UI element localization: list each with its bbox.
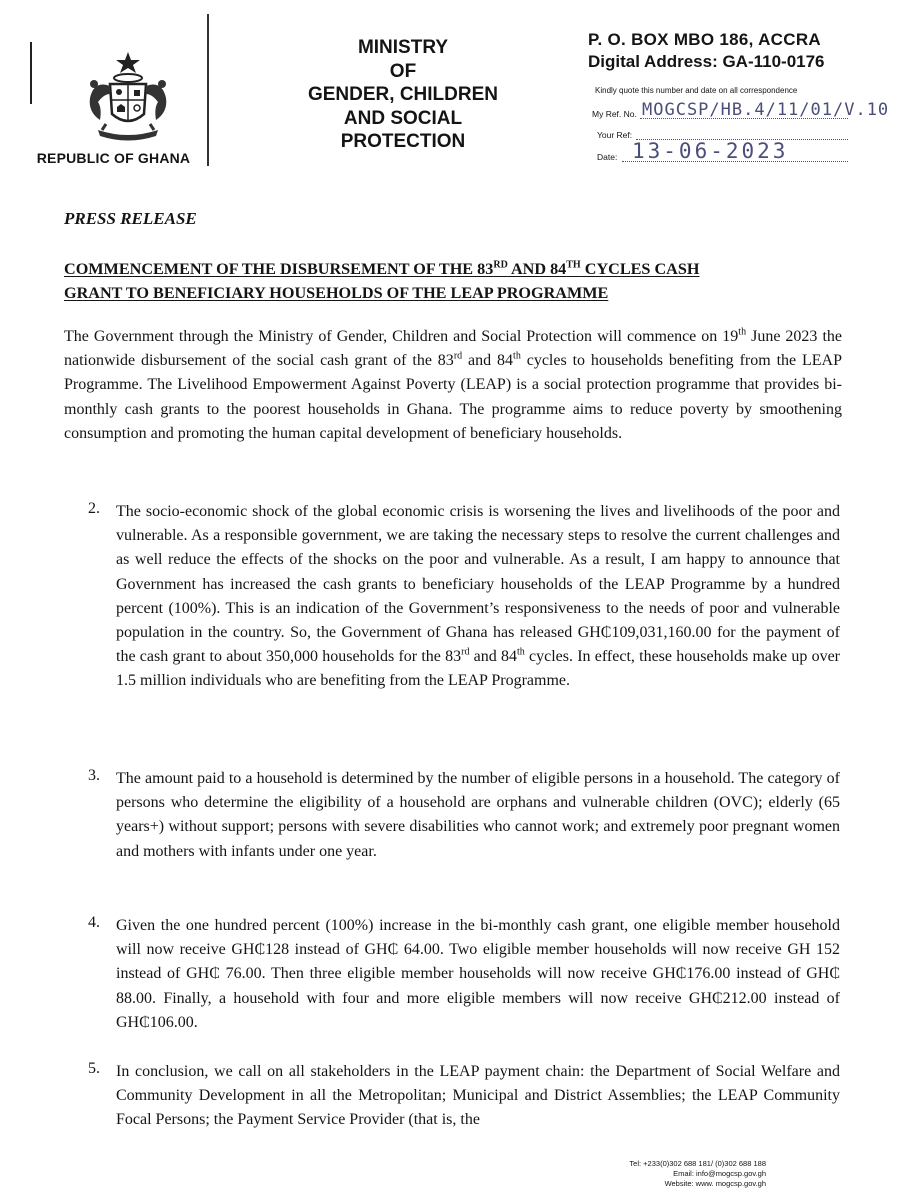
- po-box-address: P. O. BOX MBO 186, ACCRA: [588, 30, 821, 49]
- paragraph-number: 4.: [88, 914, 100, 931]
- headline: [64, 257, 844, 305]
- paragraph-number: 3.: [88, 767, 100, 784]
- paragraph-2: The socio-economic shock of the global economic crisis is worsening the lives and livelihoods of the poor and vulnerable. As a responsible government, we are taking the necessary steps to resolve the current challenges and as well reduce the effects of the shocks on the poor and vulnerable. As a result, I am happy to announce that Government has increased the cash grants to beneficiary households of the LEAP Programme by a hundred percent (100%). This is an indication of the Government’s responsiveness to the needs of poor and vulnerable population in the country. So, the Government of Ghana has released GH₵109,031,160.00 for the payment of the cash grant to about 350,000 households for the 83rd and 84th cycles. In effect, these households make up over 1.5 million individuals who are benefiting from the LEAP Programme.: [116, 503, 841, 690]
- paragraph-5: In conclusion, we call on all stakeholders in the LEAP payment chain: the Department of Social Welfare and Community Development in all the Metropolitan; Municipal and District Assemblies; the LEAP Community Focal Persons; the Payment Service Provider (that is, the: [116, 1063, 840, 1129]
- ministry-line: GENDER, CHILDREN: [307, 84, 498, 105]
- footer-website: Website: www. mogcsp.gov.gh: [664, 1179, 766, 1188]
- press-release-heading: PRESS RELEASE: [64, 209, 197, 228]
- paragraph-number: 2.: [88, 500, 100, 517]
- my-ref-label: My Ref. No.: [592, 109, 637, 119]
- digital-address: Digital Address: GA-110-0176: [588, 52, 825, 71]
- paragraph-number: 5.: [88, 1060, 100, 1077]
- republic-of-ghana-label: REPUBLIC OF GHANA: [36, 150, 191, 166]
- ministry-name: [268, 36, 538, 154]
- footer-contact: [596, 1159, 766, 1189]
- ministry-line: AND SOCIAL: [343, 107, 463, 129]
- ministry-line: OF: [389, 60, 417, 82]
- your-ref-label: Your Ref:: [597, 130, 633, 140]
- headline-line-2: GRANT TO BENEFICIARY HOUSEHOLDS OF THE LEAP PROGRAMME: [64, 284, 609, 302]
- ministry-line: MINISTRY: [357, 37, 449, 58]
- footer-email: Email: info@mogcsp.gov.gh: [673, 1169, 766, 1178]
- quote-reference-note: Kindly quote this number and date on all correspondence: [595, 86, 798, 95]
- headline-line-1: COMMENCEMENT OF THE DISBURSEMENT OF THE 83RD AND 84TH CYCLES CASH: [64, 259, 700, 278]
- date-label: Date:: [597, 152, 618, 162]
- intro-paragraph: The Government through the Ministry of Gender, Children and Social Protection will commence on 19th June 2023 the nationwide disbursement of the social cash grant of the 83rd and 84th cycles to households benefiting from the LEAP Programme. The Livelihood Empowerment Against Poverty (LEAP) is a social protection programme that provides bi-monthly cash grants to the poorest households in Ghana. The programme aims to reduce poverty by smoothening consumption and promoting the human capital development of beneficiary households.: [64, 326, 842, 442]
- coat-of-arms-emblem: [80, 50, 176, 146]
- scan-edge-mark: [30, 42, 32, 104]
- paragraph-3: The amount paid to a household is determined by the number of eligible persons in a household. The category of persons who determine the eligibility of a household are orphans and vulnerable children (OVC); elderly (65 years+) without support; persons with severe disabilities who cannot work; and extremely poor pregnant women and mothers with infants under one year.: [116, 770, 840, 860]
- ministry-line: PROTECTION: [340, 131, 466, 152]
- paragraph-4: Given the one hundred percent (100%) increase in the bi-monthly cash grant, one eligible member household will now receive GH₵128 instead of GH₵ 64.00. Two eligible member households will now receive GH 152 instead of GH₵ 76.00. Then three eligible member households will now receive GH₵176.00 instead of GH₵ 88.00. Finally, a household with four and more eligible members will now receive GH₵212.00 instead of GH₵106.00.: [116, 917, 840, 1031]
- my-ref-handwritten: MOGCSP/HB.4/11/01/V.10: [642, 100, 890, 120]
- footer-tel: Tel: +233(0)302 688 181/ (0)302 688 188: [629, 1159, 766, 1168]
- letterhead-divider: [207, 14, 209, 166]
- date-handwritten: 13-06-2023: [632, 139, 789, 163]
